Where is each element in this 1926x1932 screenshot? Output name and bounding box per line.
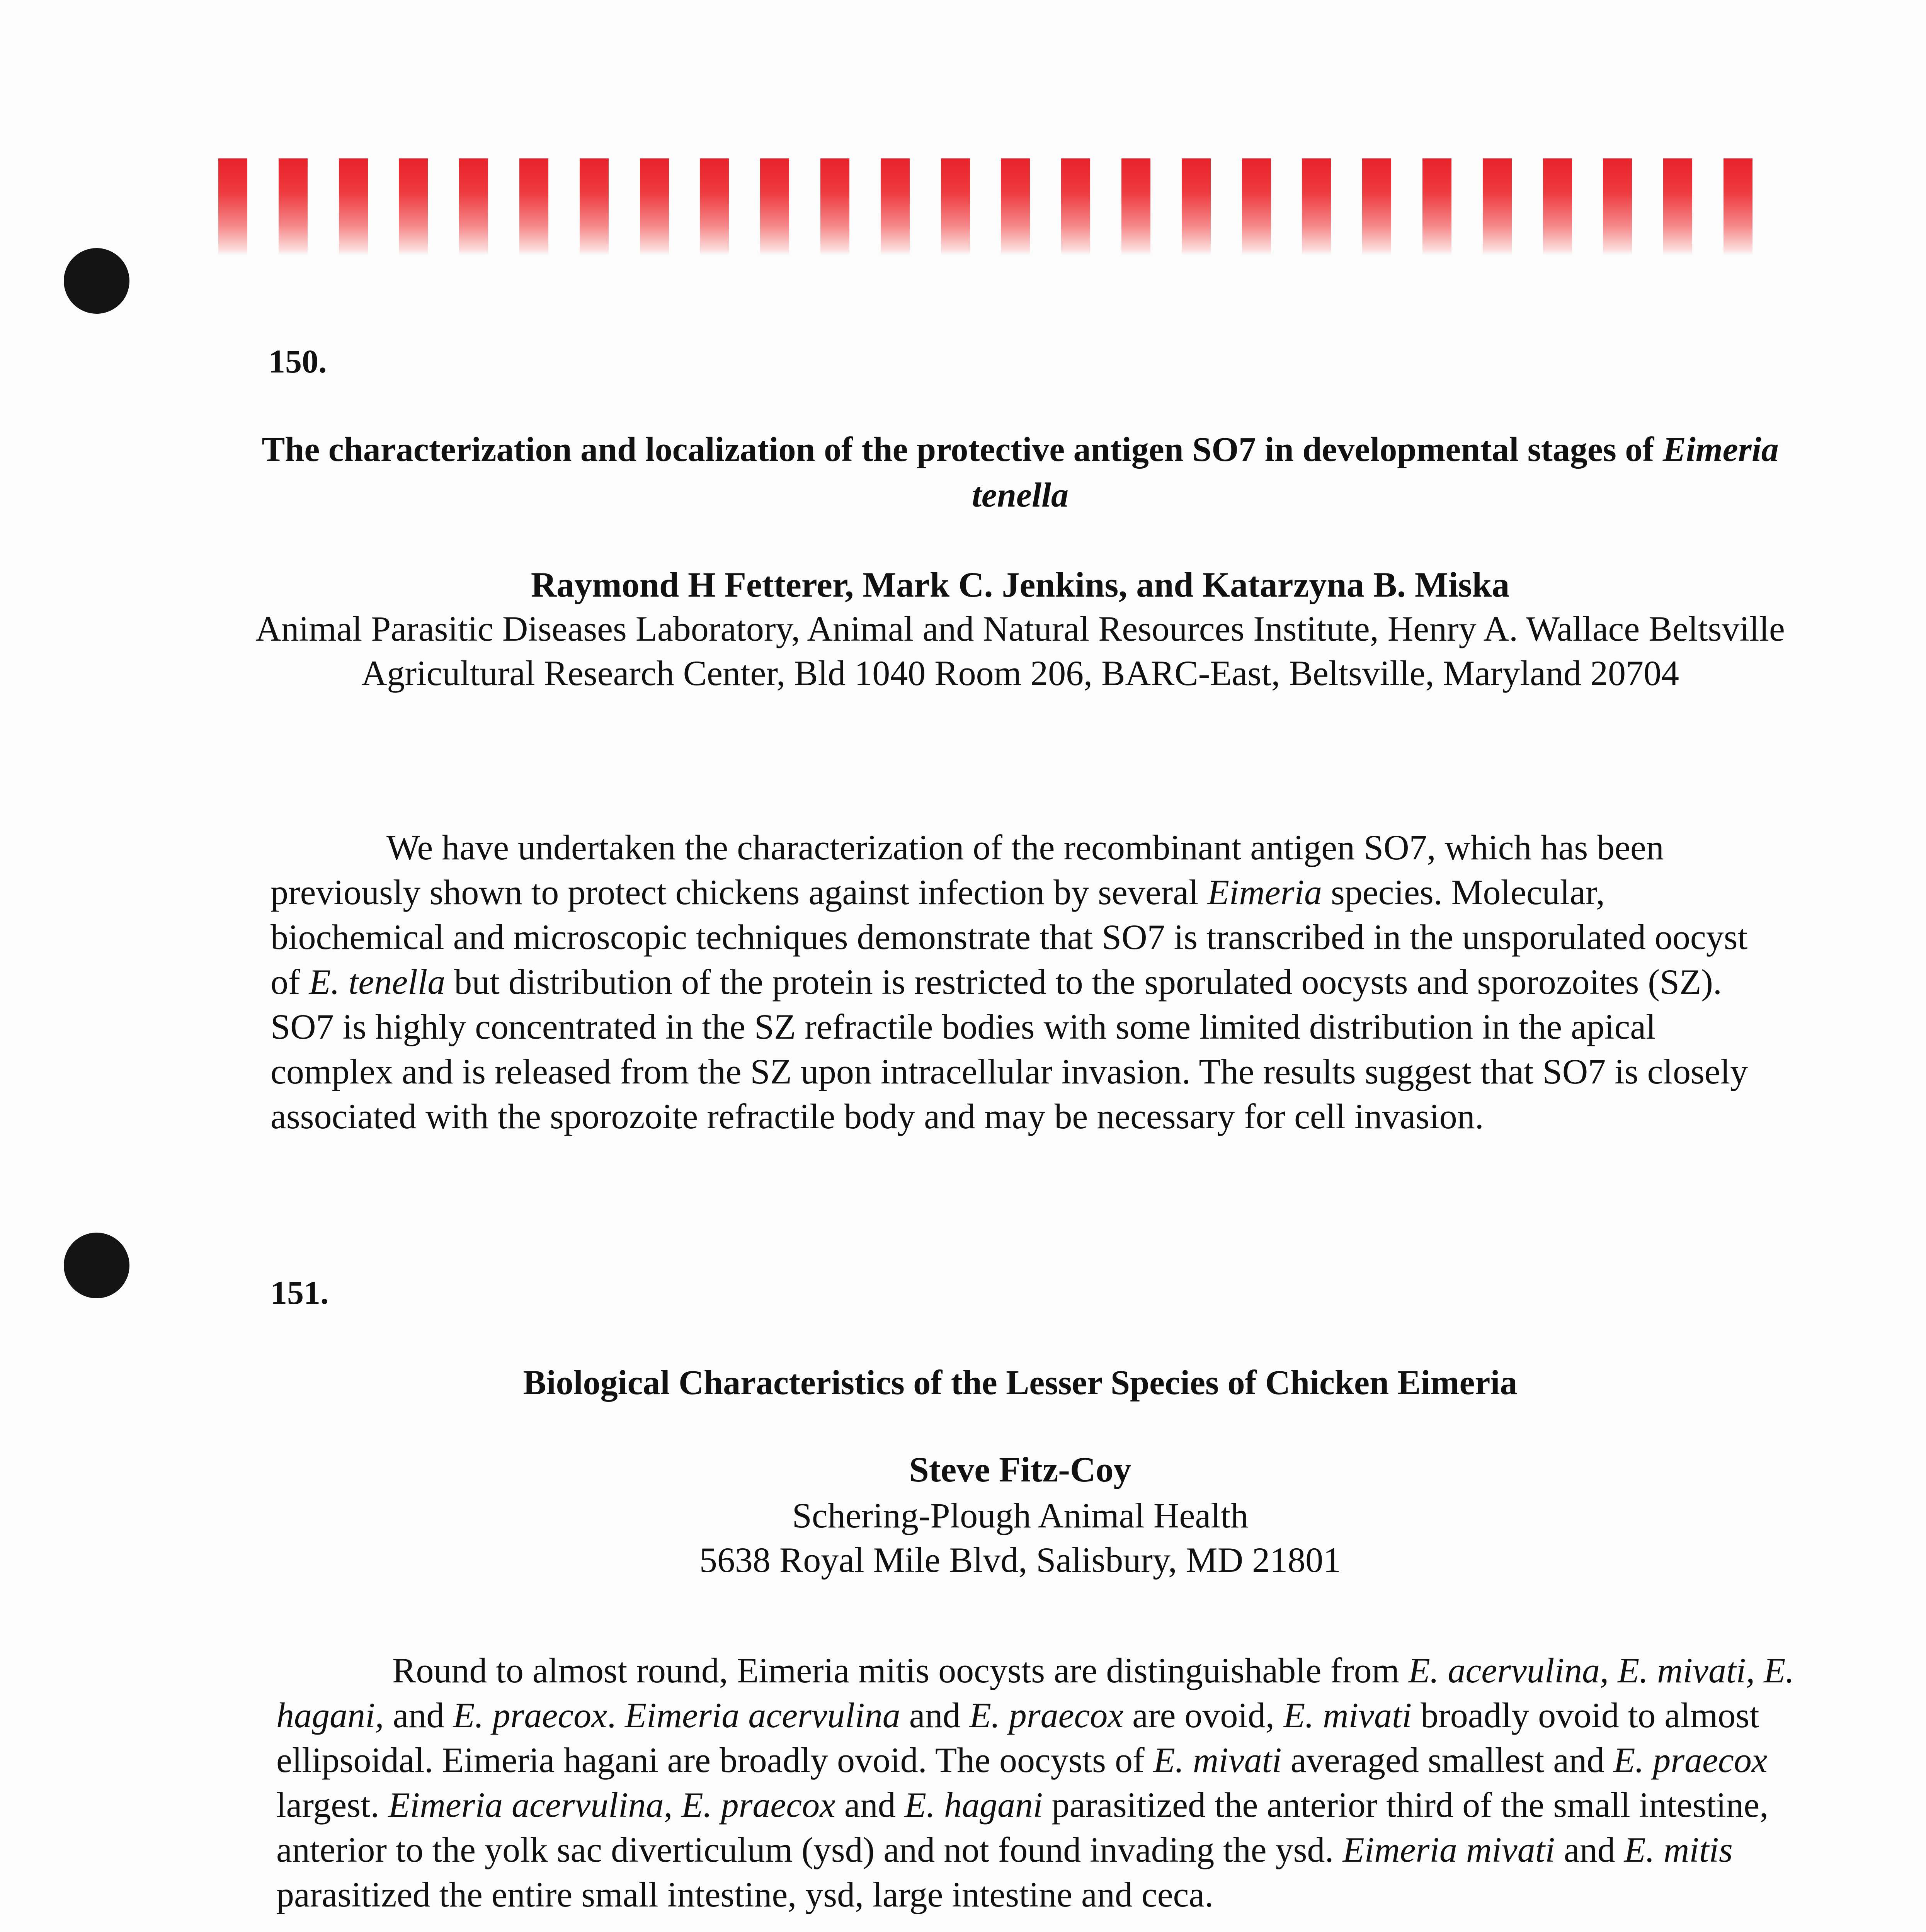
- body-species: E. praecox: [453, 1696, 607, 1735]
- body-species: E. hagani: [904, 1785, 1043, 1825]
- body-species: Eimeria acervulina, E. praecox: [388, 1785, 835, 1825]
- banner-bar: [941, 158, 970, 255]
- abstract-body: [276, 1648, 1795, 1917]
- abstract-body: [271, 825, 1785, 1139]
- abstract-number: 151.: [271, 1274, 329, 1311]
- banner-bar: [1663, 158, 1692, 255]
- affiliation-line: Schering-Plough Animal Health: [792, 1496, 1249, 1535]
- banner-bar: [339, 158, 368, 255]
- banner-bar: [760, 158, 789, 255]
- body-species: Eimeria acervulina: [624, 1696, 900, 1735]
- body-text: parasitized the entire small intestine, ysd, large intestine and ceca.: [276, 1875, 1214, 1914]
- body-species: E. mivati: [1153, 1740, 1282, 1780]
- body-species: Eimeria mivati: [1342, 1830, 1555, 1869]
- body-text: are ovoid,: [1123, 1696, 1283, 1735]
- banner-bar: [1302, 158, 1331, 255]
- banner-bar: [218, 158, 247, 255]
- banner-bar: [459, 158, 488, 255]
- banner-bar: [1422, 158, 1451, 255]
- body-species: E. praecox: [969, 1696, 1124, 1735]
- body-text: Round to almost round, Eimeria mitis oocysts are distinguishable from: [392, 1651, 1409, 1690]
- abstract-number: 150.: [269, 343, 327, 380]
- body-text: We have undertaken the characterization of the recombinant antigen SO7, which has been previously shown to protect chickens against infection by several: [271, 828, 1664, 912]
- abstract-affiliation: [251, 1493, 1789, 1582]
- body-text: broadly ovoid to almost ellipsoidal. Eimeria hagani are broadly ovoid. The oocysts of: [276, 1696, 1759, 1780]
- body-species: E. praecox: [1613, 1740, 1768, 1780]
- abstract-authors: Steve Fitz-Coy: [909, 1450, 1131, 1489]
- body-text: averaged smallest and: [1281, 1740, 1614, 1780]
- binder-hole-middle: [64, 1233, 129, 1298]
- body-text: largest.: [276, 1785, 388, 1825]
- banner-bar: [1724, 158, 1752, 255]
- banner-bar: [519, 158, 548, 255]
- body-species: E. mivati: [1283, 1696, 1412, 1735]
- title-text: The characterization and localization of the protective antigen SO7 in developmental stages of: [262, 430, 1663, 469]
- body-species: E. acervulina, E. mivati, E. hagani,: [276, 1651, 1795, 1735]
- body-text: and: [835, 1785, 905, 1825]
- banner-bar: [700, 158, 729, 255]
- banner-bar: [640, 158, 669, 255]
- header-banner: [218, 158, 1752, 255]
- body-text: and: [384, 1696, 453, 1735]
- banner-bar: [279, 158, 308, 255]
- binder-hole-top: [64, 248, 129, 314]
- body-species: E. mitis: [1624, 1830, 1733, 1869]
- title-species: Eimeria tenella: [972, 430, 1779, 514]
- banner-bar: [1603, 158, 1632, 255]
- abstract-affiliation: Animal Parasitic Diseases Laboratory, Animal and Natural Resources Institute, Henry A. Wallace Beltsville Agricultural Research Center, Bld 1040 Room 206, BARC-East, Beltsville, Maryland 20704: [255, 609, 1785, 693]
- banner-bar: [1543, 158, 1572, 255]
- abstract-authors: Raymond H Fetterer, Mark C. Jenkins, and Katarzyna B. Miska: [531, 565, 1510, 604]
- body-text: but distribution of the protein is restricted to the sporulated oocysts and sporozoites (SZ). SO7 is highly concentrated in the SZ refractile bodies with some limited distribution in the apical complex and is released from the SZ upon intracellular invasion. The results suggest that SO7 is closely associated with the sporozoite refractile body and may be necessary for cell invasion.: [271, 962, 1748, 1136]
- abstract-title: [251, 427, 1789, 518]
- banner-bar: [580, 158, 609, 255]
- banner-bar: [820, 158, 849, 255]
- banner-bar: [881, 158, 910, 255]
- body-text: .: [607, 1696, 625, 1735]
- body-species: Eimeria: [1207, 872, 1322, 912]
- banner-bar: [1362, 158, 1391, 255]
- banner-bar: [1182, 158, 1211, 255]
- body-species: E. tenella: [309, 962, 446, 1002]
- body-text: species. Molecular, biochemical and microscopic techniques demonstrate that SO7 is transcribed in the unsporulated oocyst of: [271, 872, 1748, 1002]
- banner-bar: [1001, 158, 1030, 255]
- banner-bar: [1483, 158, 1512, 255]
- abstract-title: Biological Characteristics of the Lesser Species of Chicken Eimeria: [523, 1364, 1518, 1402]
- banner-bar: [1121, 158, 1150, 255]
- body-text: and: [1555, 1830, 1624, 1869]
- banner-bar: [1061, 158, 1090, 255]
- affiliation-line: 5638 Royal Mile Blvd, Salisbury, MD 21801: [699, 1540, 1341, 1580]
- body-text: and: [900, 1696, 970, 1735]
- banner-bar: [399, 158, 428, 255]
- banner-bar: [1242, 158, 1271, 255]
- body-text: parasitized the anterior third of the small intestine, anterior to the yolk sac diverticulum (ysd) and not found invading the ysd.: [276, 1785, 1769, 1869]
